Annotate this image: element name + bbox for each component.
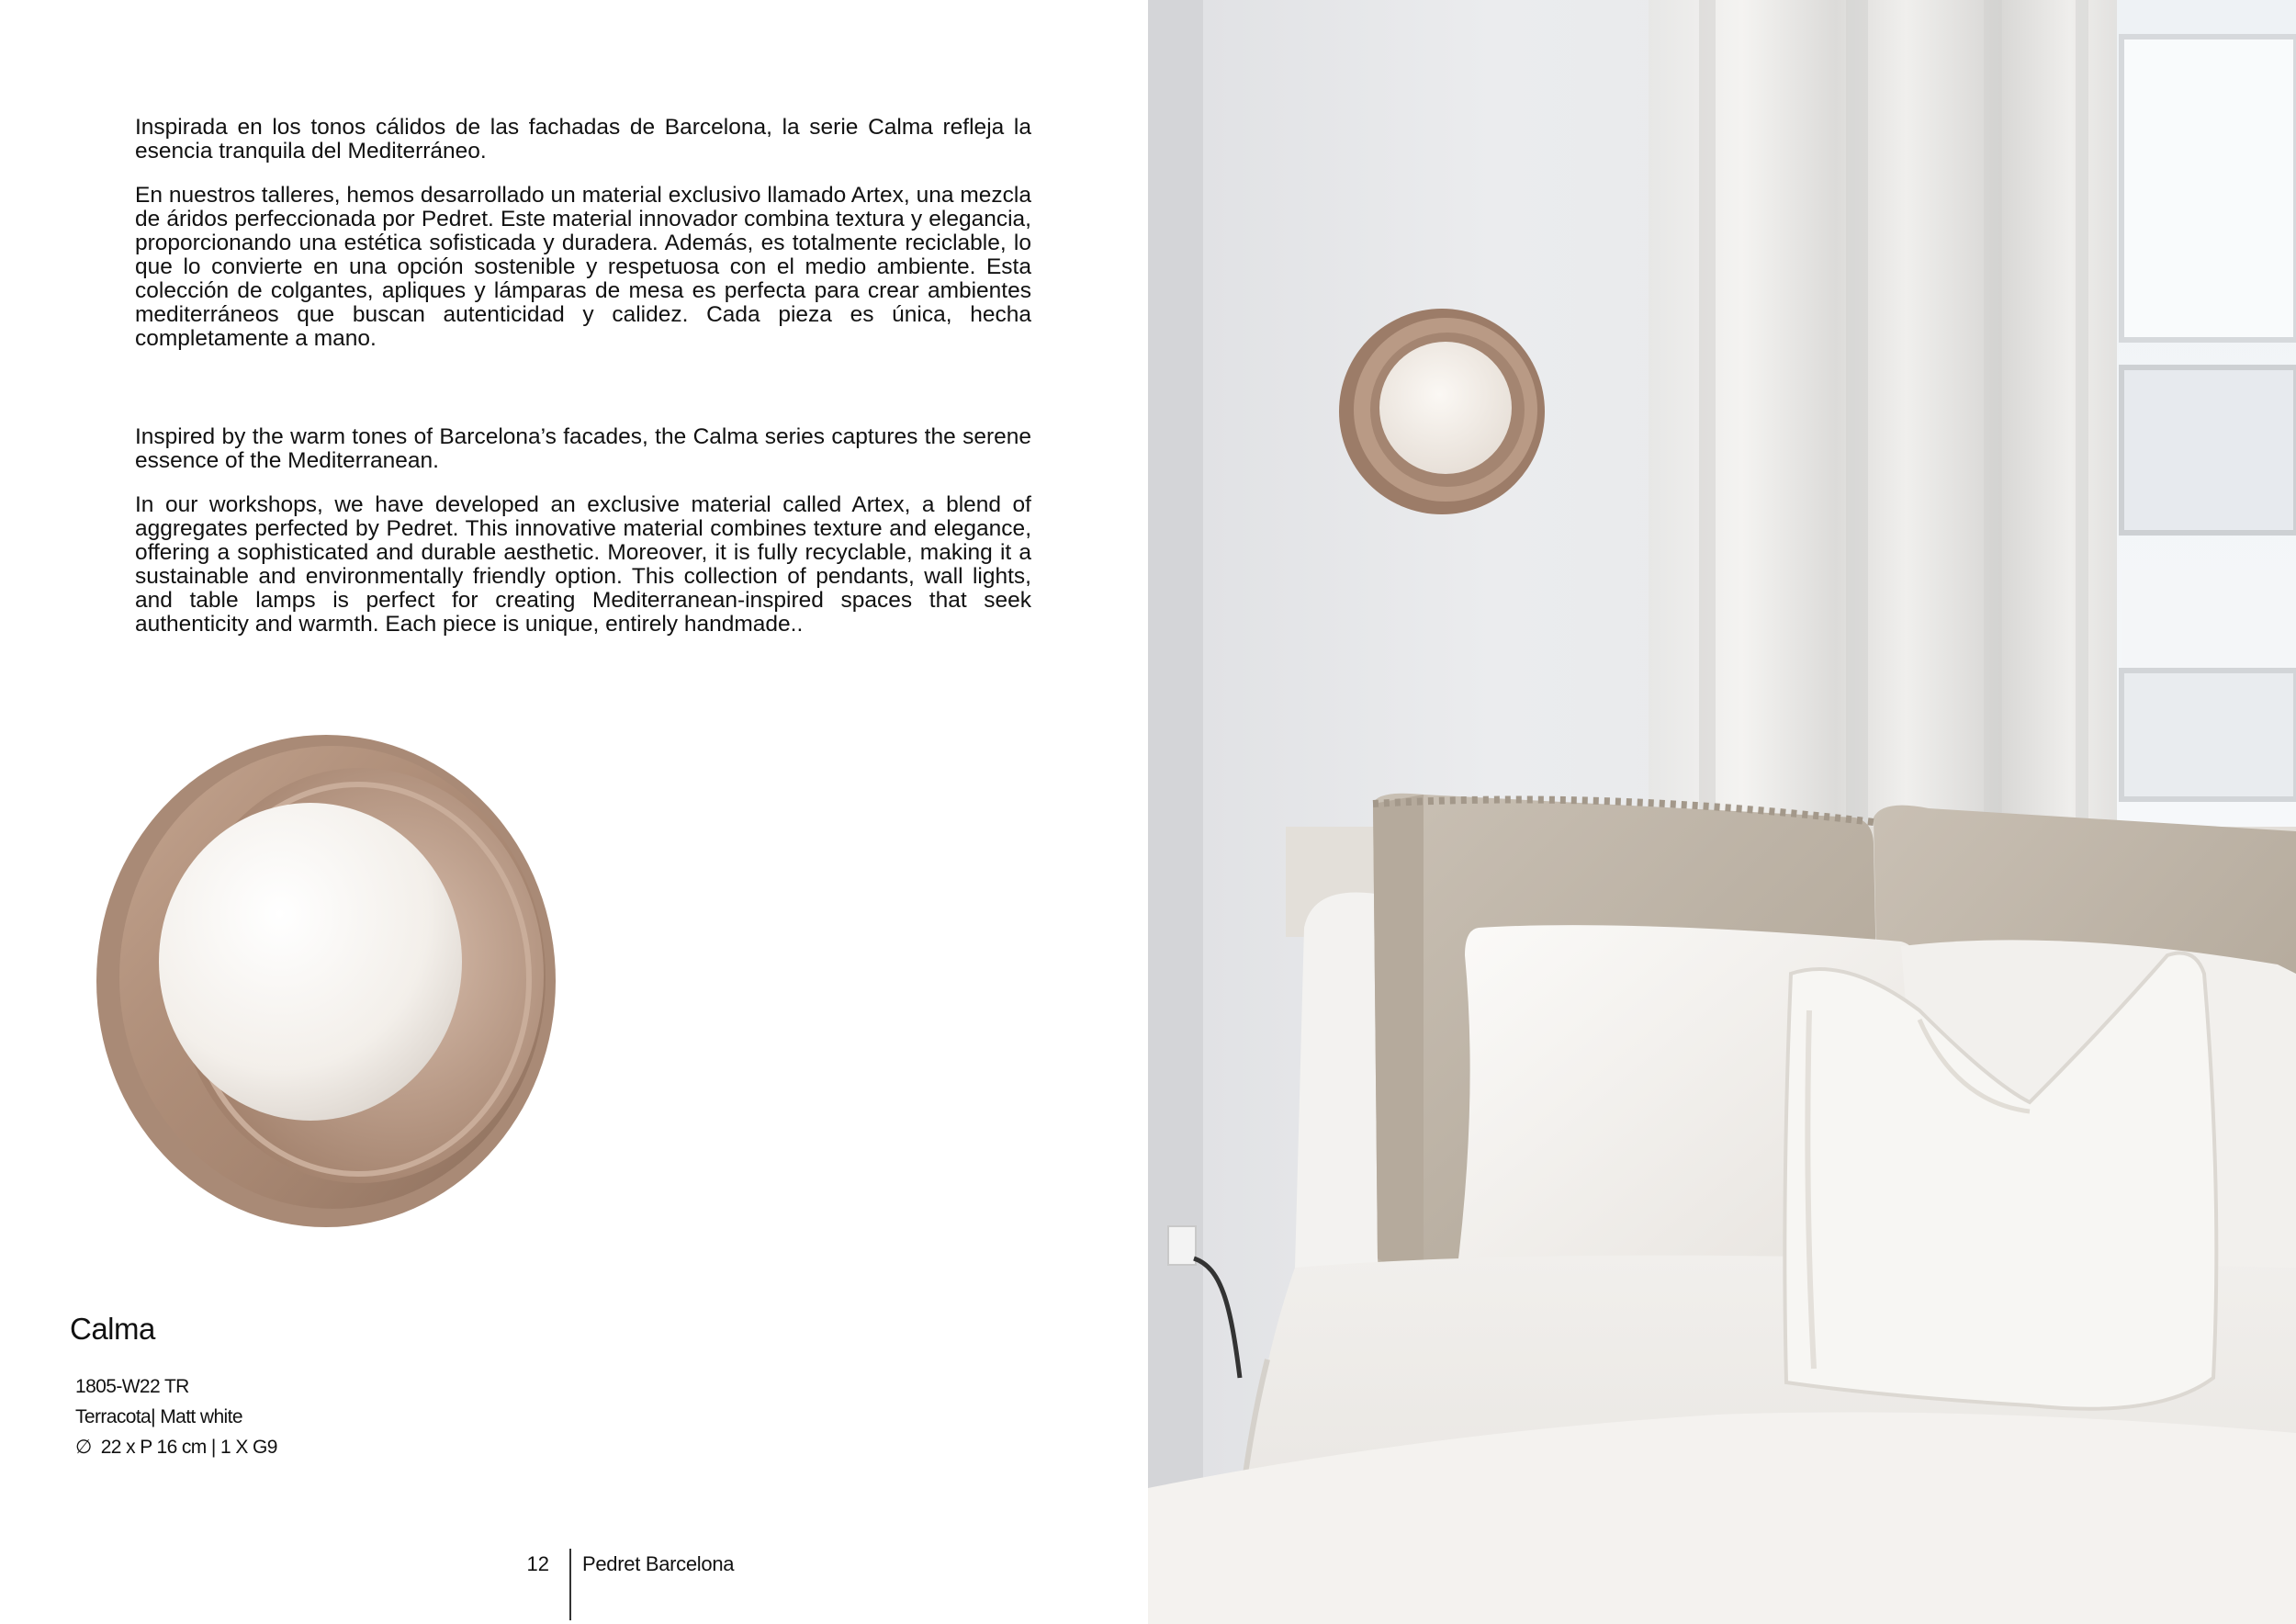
product-dimensions: 22 x P 16 cm | 1 X G9	[100, 1437, 277, 1458]
spanish-paragraph-1: Inspirada en los tonos cálidos de las fachadas de Barcelona, la serie Calma refleja la esencia tranquila del Mediterráneo.	[135, 115, 1031, 164]
product-code: 1805-W22 TR	[75, 1376, 189, 1397]
page-footer	[0, 1549, 1148, 1622]
spanish-description	[135, 116, 1031, 371]
diameter-symbol: ∅	[75, 1437, 92, 1458]
english-paragraph-1: Inspired by the warm tones of Barcelona’s facades, the Calma series captures the serene essence of the Mediterranean.	[135, 424, 1031, 473]
page-number: 12	[526, 1552, 549, 1575]
english-description	[135, 425, 1031, 657]
english-paragraph-2: In our workshops, we have developed an exclusive material called Artex, a blend of aggregates perfected by Pedret. This innovative material combines texture and elegance, offering a sophisticated and durable aesthetic. Moreover, it is fully recyclable, making it a sustainable and environmentally friendly option. This collection of pendants, wall lights, and table lamps is perfect for creating Mediterranean-inspired spaces that seek authenticity and warmth. Each piece is unique, entirely handmade..	[135, 492, 1031, 637]
product-finish: Terracota| Matt white	[75, 1406, 242, 1427]
spanish-paragraph-2: En nuestros talleres, hemos desarrollado un material exclusivo llamado Artex, una mezcla de áridos perfeccionada por Pedret. Este material innovador combina textura y elegancia, proporcionando una estética sofisticada y duradera. Además, es totalmente reciclable, lo que lo convierte en una opción sostenible y respetuosa con el medio ambiente. Esta colección de colgantes, apliques y lámparas de mesa es perfecta para crear ambientes mediterráneos que buscan autenticidad y calidez. Cada pieza es única, hecha completamente a mano.	[135, 183, 1031, 351]
wall-lamp	[1339, 309, 1545, 514]
product-photo-calma-wall-light	[92, 716, 569, 1231]
product-dimensions-row	[75, 1432, 277, 1462]
brand-name: Pedret Barcelona	[582, 1552, 735, 1575]
bedroom-photo	[1148, 0, 2296, 1624]
product-specs	[75, 1371, 277, 1462]
product-name: Calma	[70, 1312, 155, 1346]
footer-divider	[569, 1549, 571, 1620]
